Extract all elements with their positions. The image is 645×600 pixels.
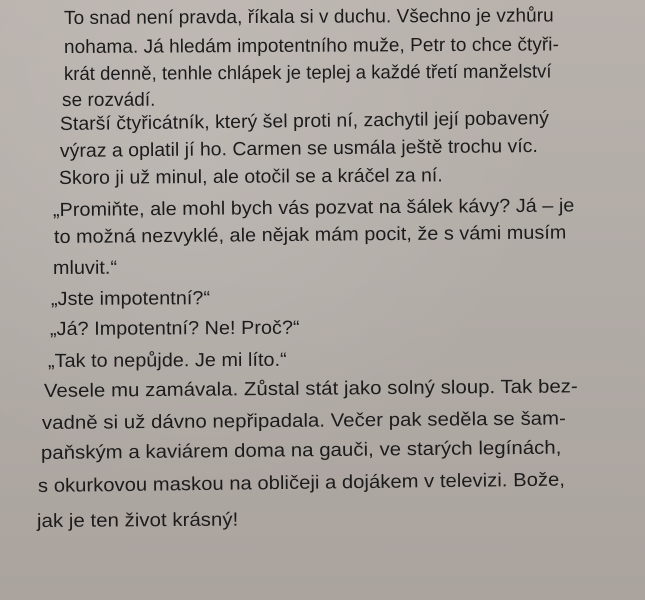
text-line: s okurkovou maskou na obličeji a dojákem v televizi. Bože, (37, 469, 566, 497)
text-line: nohama. Já hledám impotentního muže, Petr to chce čtyři- (63, 34, 559, 58)
text-line: jak je ten život krásný! (36, 509, 239, 532)
text-line: výraz a oplatil jí ho. Carmen se usmála ještě trochu víc. (59, 135, 538, 162)
text-line: Vesele mu zamávala. Zůstal stát jako solný sloup. Tak bez- (43, 376, 578, 402)
text-line: paňským a kaviárem doma na gauči, ve starých legínách, (40, 437, 562, 464)
text-line: „Já? Impotentní? Ne! Proč?“ (49, 317, 300, 340)
text-line: Skoro ji už minul, ale otočil se a kráčel za ní. (58, 165, 443, 189)
text-line: „Promiňte, ale mohl bych vás pozvat na šálek kávy? Já – je (52, 195, 575, 221)
text-line: „Jste impotentní?“ (50, 288, 211, 310)
text-line: Starší čtyřicátník, který šel proti ní, zachytil její pobavený (59, 108, 550, 135)
text-line: vadně si už dávno nepřipadala. Večer pak seděla se šam- (41, 408, 567, 434)
text-line: mluvit.“ (52, 257, 118, 279)
text-line: se rozvádí. (61, 89, 156, 111)
text-line: to možná nezvyklé, ale nějak mám pocit, že s vámi musím (53, 222, 567, 248)
text-line: krát denně, tenhle chlápek je teplej a každé třetí manželství (63, 61, 552, 85)
text-line: To snad není pravda, říkala si v duchu. Všechno je vzhůru (63, 5, 554, 29)
text-line: „Tak to nepůjde. Je mi líto.“ (47, 349, 287, 372)
